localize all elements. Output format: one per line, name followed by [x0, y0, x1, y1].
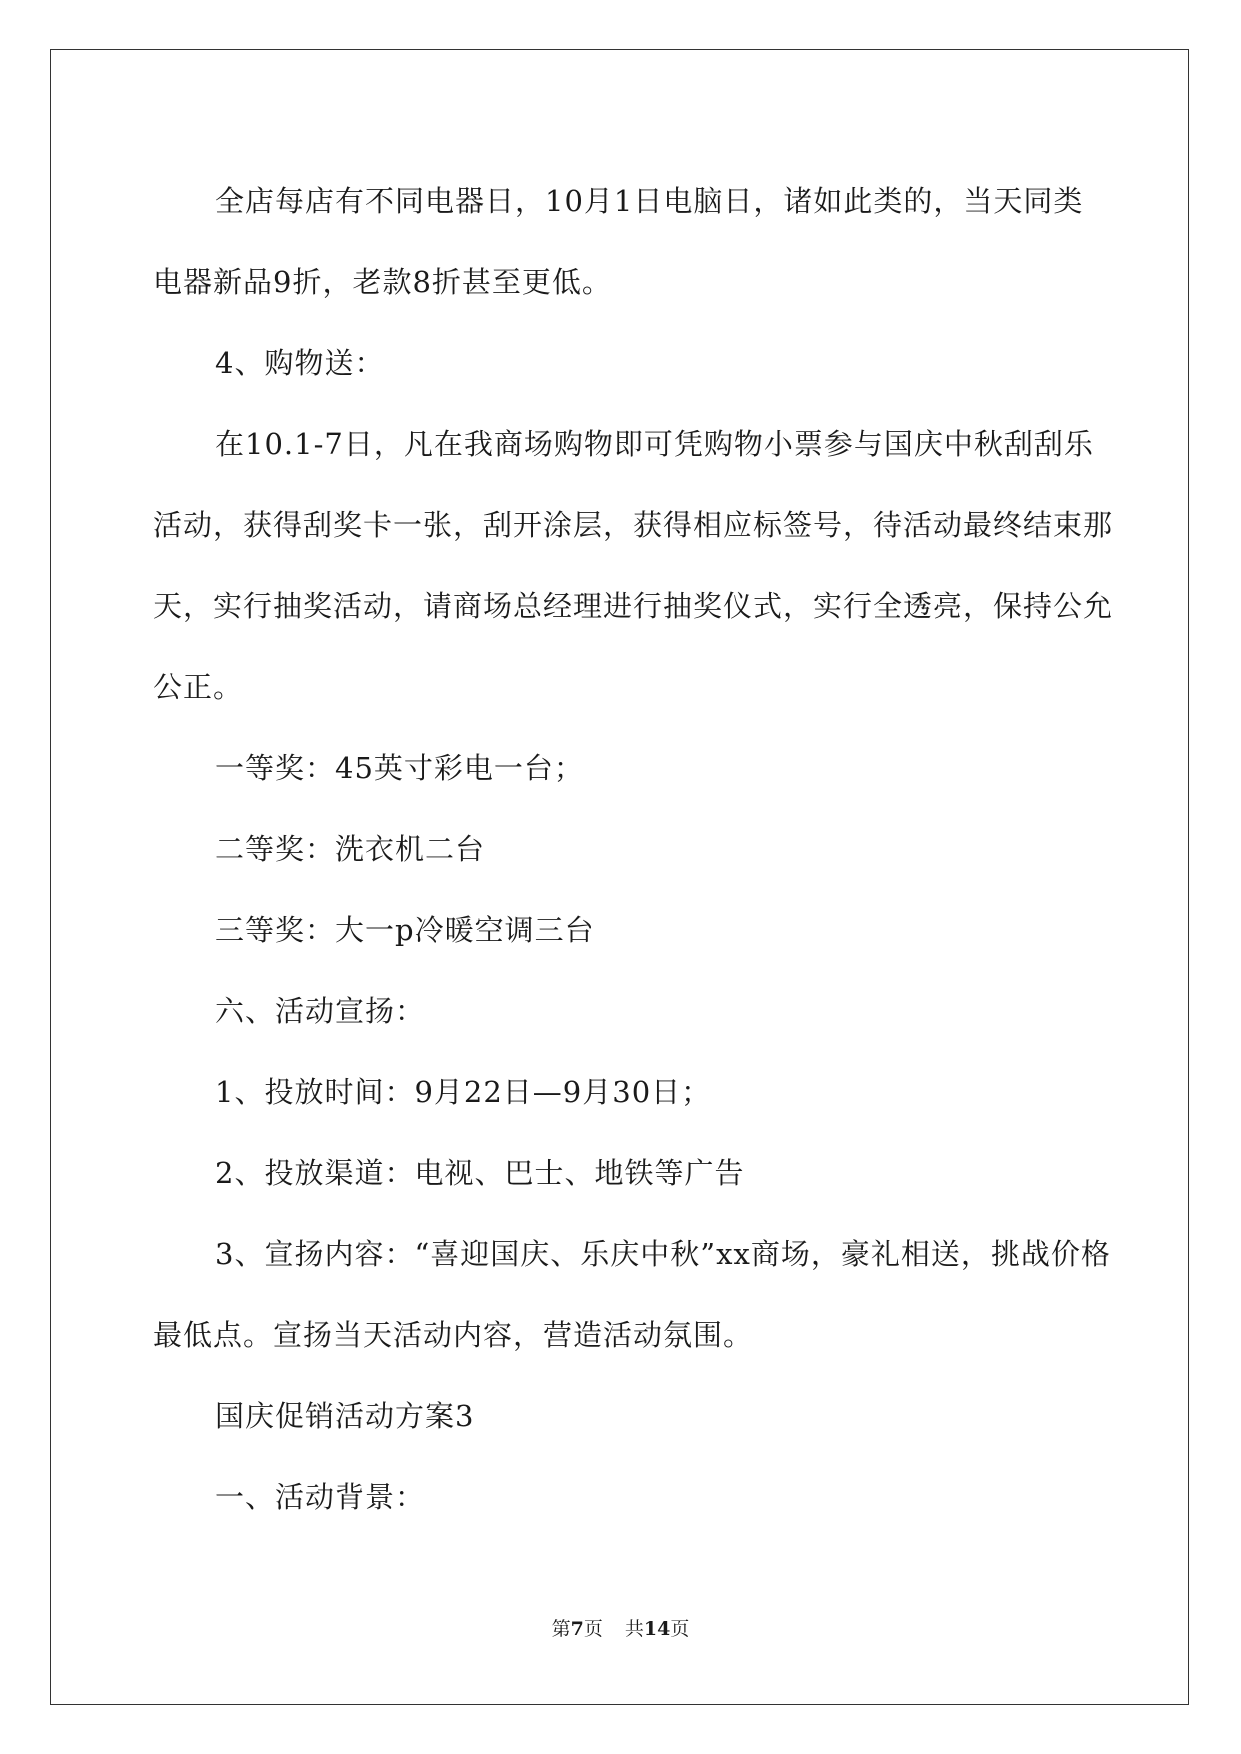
paragraph: 二等奖：洗衣机二台: [215, 832, 486, 866]
paragraph: 2、投放渠道：电视、巴士、地铁等广告: [215, 1156, 745, 1190]
page-prefix: 第: [551, 1618, 571, 1640]
paragraph: 一等奖：45英寸彩电一台；: [215, 751, 584, 785]
paragraph: 1、投放时间：9月22日—9月30日；: [215, 1075, 712, 1109]
total-suffix: 页: [670, 1618, 690, 1640]
paragraph: 国庆促销活动方案3: [215, 1399, 475, 1433]
page-suffix: 页: [583, 1618, 603, 1640]
total-prefix: 共: [624, 1618, 644, 1640]
paragraph: 全店每店有不同电器日，10月1日电脑日，诸如此类的，当天同类电器新品9折，老款8折甚至更低。: [153, 184, 1084, 299]
paragraph: 六、活动宣扬：: [215, 994, 426, 1028]
paragraph: 4、购物送：: [215, 346, 385, 380]
total-pages: 14: [643, 1618, 671, 1640]
paragraph: 在10.1-7日，凡在我商场购物即可凭购物小票参与国庆中秋刮刮乐活动，获得刮奖卡一张，刮开涂层，获得相应标签号，待活动最终结束那天，实行抽奖活动，请商场总经理进行抽奖仪式，实行全透亮，保持公允公正。: [153, 427, 1114, 704]
page-number: 7: [570, 1618, 584, 1640]
paragraph: 一、活动背景：: [215, 1480, 426, 1514]
paragraph: 三等奖：大一p冷暖空调三台: [215, 913, 595, 947]
document-body: [153, 161, 1113, 1538]
paragraph: 3、宣扬内容：“喜迎国庆、乐庆中秋”xx商场，豪礼相送，挑战价格最低点。宣扬当天活动内容，营造活动氛围。: [153, 1237, 1111, 1352]
page-footer: [0, 1614, 1241, 1641]
